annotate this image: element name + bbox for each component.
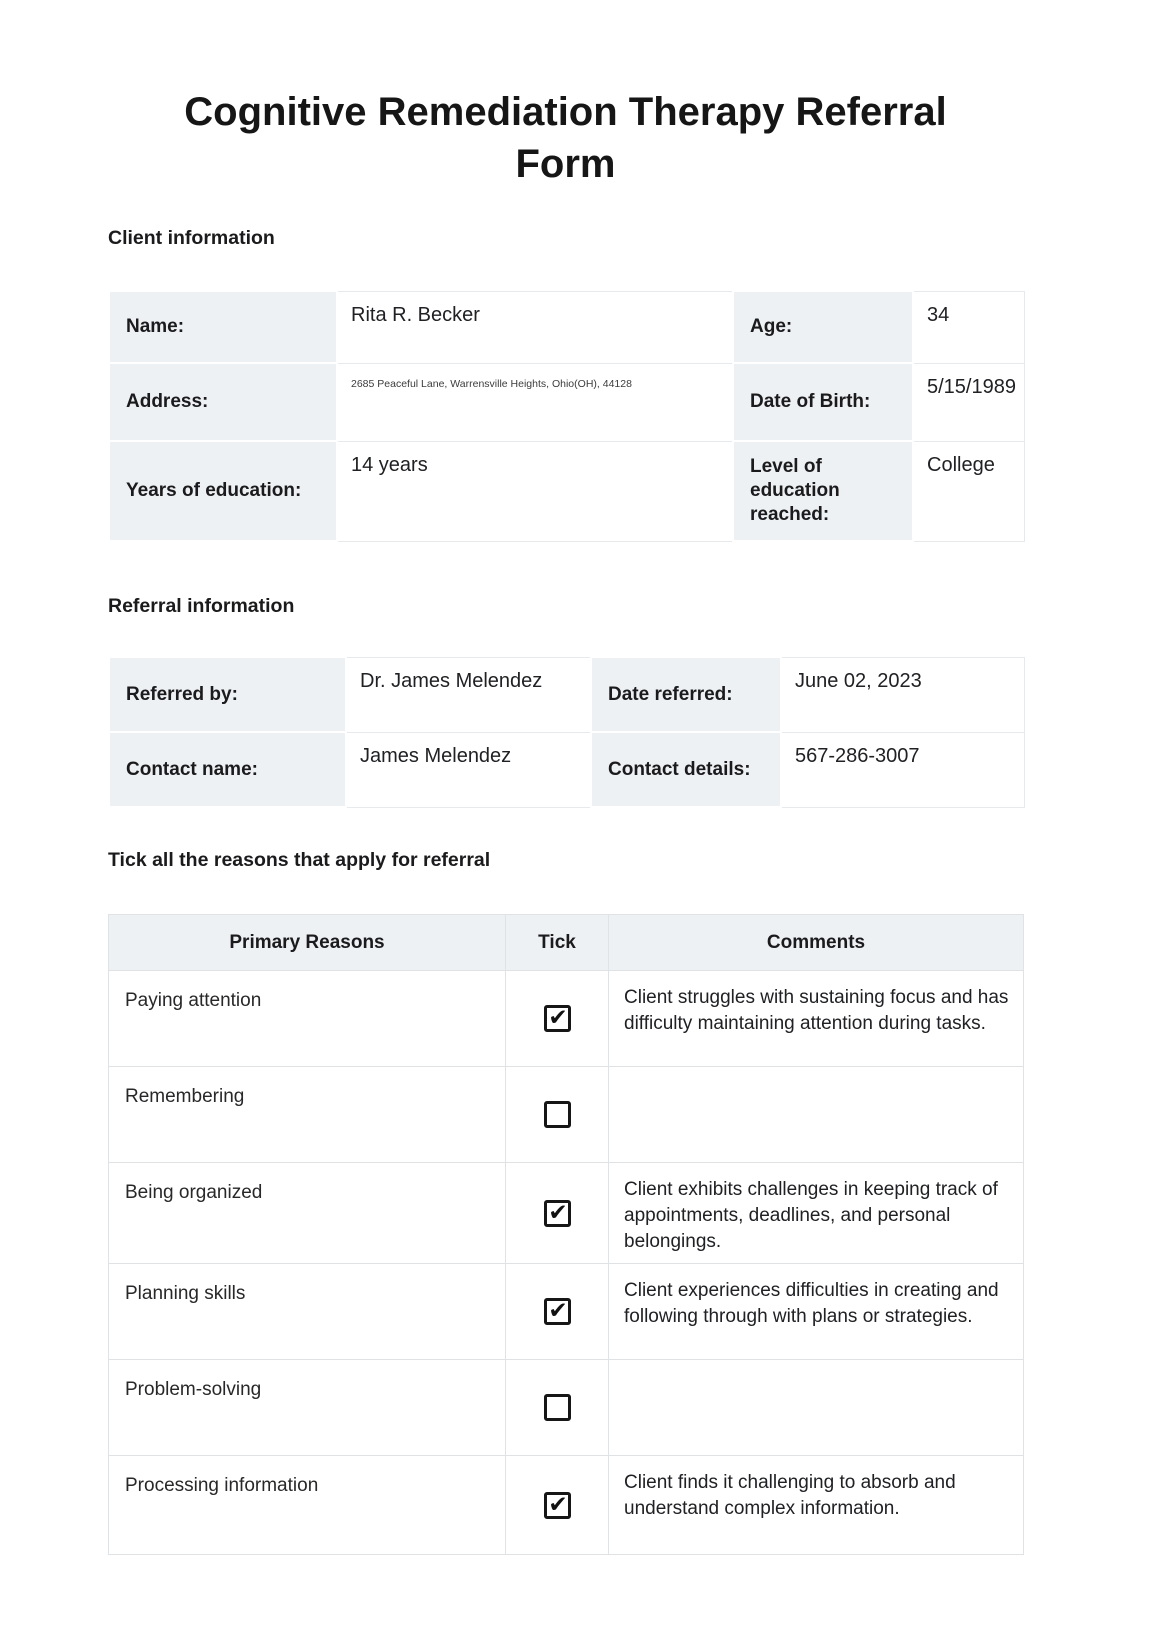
table-row [109, 1163, 1024, 1264]
tick-cell [506, 971, 609, 1067]
education-level-value: College [913, 441, 1024, 541]
contact-details-value: 567-286-3007 [781, 732, 1024, 807]
tick-cell [506, 1264, 609, 1360]
tick-cell [506, 1163, 609, 1264]
client-information-table [108, 290, 1025, 542]
primary-reasons-column-header: Primary Reasons [109, 915, 506, 971]
name-value: Rita R. Becker [337, 291, 733, 363]
table-row [109, 1360, 1024, 1456]
check-mark-icon: ✔ [548, 1198, 568, 1225]
tick-cell [506, 1067, 609, 1163]
referral-reasons-heading: Tick all the reasons that apply for referral [108, 849, 491, 871]
comment-paying-attention: Client struggles with sustaining focus and has difficulty maintaining attention during tasks. [609, 971, 1024, 1067]
table-row [109, 1067, 1024, 1163]
years-of-education-value: 14 years [337, 441, 733, 541]
comment-processing-information: Client finds it challenging to absorb and understand complex information. [609, 1456, 1024, 1555]
contact-name-label: Contact name: [109, 732, 346, 807]
checkbox-remembering[interactable] [544, 1101, 571, 1128]
table-row [109, 363, 1024, 441]
table-row [109, 291, 1024, 363]
tick-column-header: Tick [506, 915, 609, 971]
date-referred-value: June 02, 2023 [781, 657, 1024, 732]
table-row [109, 971, 1024, 1067]
table-header-row [109, 915, 1024, 971]
name-label: Name: [109, 291, 337, 363]
contact-name-value: James Melendez [346, 732, 591, 807]
age-label: Age: [733, 291, 913, 363]
address-label: Address: [109, 363, 337, 441]
table-row [109, 657, 1024, 732]
years-of-education-label: Years of education: [109, 441, 337, 541]
date-of-birth-label: Date of Birth: [733, 363, 913, 441]
referral-information-heading: Referral information [108, 595, 295, 617]
referral-reasons-table [108, 914, 1024, 1555]
referred-by-label: Referred by: [109, 657, 346, 732]
tick-cell [506, 1360, 609, 1456]
checkbox-planning-skills[interactable] [544, 1298, 571, 1325]
reason-planning-skills: Planning skills [109, 1264, 506, 1360]
reason-processing-information: Processing information [109, 1456, 506, 1555]
tick-cell [506, 1456, 609, 1555]
checkbox-paying-attention[interactable] [544, 1005, 571, 1032]
reason-remembering: Remembering [109, 1067, 506, 1163]
document-page [108, 86, 1023, 1555]
table-row [109, 1264, 1024, 1360]
age-value: 34 [913, 291, 1024, 363]
referral-information-table [108, 656, 1025, 808]
comments-column-header: Comments [609, 915, 1024, 971]
table-row [109, 732, 1024, 807]
comment-being-organized: Client exhibits challenges in keeping track of appointments, deadlines, and personal belongings. [609, 1163, 1024, 1264]
comment-problem-solving [609, 1360, 1024, 1456]
checkbox-being-organized[interactable] [544, 1200, 571, 1227]
education-level-label: Level of education reached: [733, 441, 913, 541]
checkbox-problem-solving[interactable] [544, 1394, 571, 1421]
check-mark-icon: ✔ [548, 1004, 568, 1030]
reason-paying-attention: Paying attention [109, 971, 506, 1067]
check-mark-icon: ✔ [548, 1297, 568, 1323]
table-row [109, 441, 1024, 541]
date-of-birth-value: 5/15/1989 [913, 363, 1024, 441]
comment-planning-skills: Client experiences difficulties in creating and following through with plans or strategies. [609, 1264, 1024, 1360]
reason-problem-solving: Problem-solving [109, 1360, 506, 1456]
address-value: 2685 Peaceful Lane, Warrensville Heights, Ohio(OH), 44128 [337, 363, 733, 441]
contact-details-label: Contact details: [591, 732, 781, 807]
reason-being-organized: Being organized [109, 1163, 506, 1264]
referred-by-value: Dr. James Melendez [346, 657, 591, 732]
page-title: Cognitive Remediation Therapy Referral Form [184, 90, 947, 186]
checkbox-processing-information[interactable] [544, 1492, 571, 1519]
comment-remembering [609, 1067, 1024, 1163]
table-row [109, 1456, 1024, 1555]
client-information-heading: Client information [108, 227, 275, 249]
check-mark-icon: ✔ [548, 1490, 568, 1517]
date-referred-label: Date referred: [591, 657, 781, 732]
